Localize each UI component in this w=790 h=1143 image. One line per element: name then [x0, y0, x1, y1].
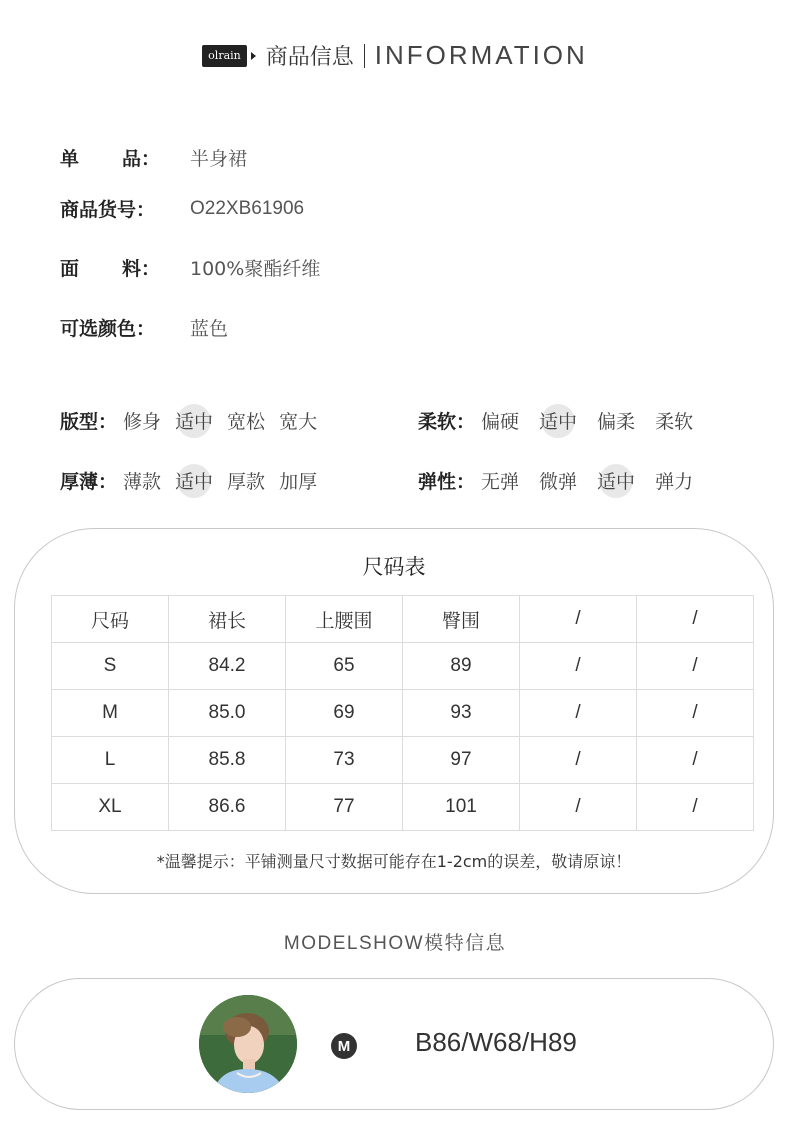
table-cell: /: [637, 643, 754, 690]
table-row: [52, 643, 754, 690]
table-cell: M: [52, 690, 169, 737]
model-photo-icon: [199, 995, 297, 1093]
info-label-char: 单: [60, 148, 80, 170]
table-header-cell: 裙长: [169, 596, 286, 643]
info-label-char: 料：: [121, 258, 160, 280]
scale-option: 厚款: [227, 471, 266, 493]
scale-option: 偏硬: [481, 411, 520, 433]
table-header-cell: /: [637, 596, 754, 643]
info-row-color: [60, 314, 228, 341]
scale-label-elasticity: 弹性：: [418, 471, 476, 493]
table-header-row: [52, 596, 754, 643]
scale-option: 柔软: [655, 411, 694, 433]
logo-arrow-icon: [251, 52, 256, 60]
scale-option: 加厚: [279, 471, 318, 493]
table-cell: 97: [403, 737, 520, 784]
info-row-sku: [60, 195, 304, 222]
table-header-cell: 臀围: [403, 596, 520, 643]
model-avatar: [199, 995, 297, 1093]
scale-option-selected: 适中: [175, 467, 213, 494]
table-cell: 84.2: [169, 643, 286, 690]
info-label-sku: 商品货号：: [60, 199, 156, 221]
table-cell: 77: [286, 784, 403, 831]
table-cell: /: [520, 784, 637, 831]
info-value-sku: O22XB61906: [190, 197, 305, 219]
table-cell: 69: [286, 690, 403, 737]
table-header-cell: 尺码: [52, 596, 169, 643]
size-chart-card: [14, 528, 774, 894]
scale-label-thickness: 厚薄：: [60, 471, 118, 493]
scale-option: 薄款: [123, 471, 162, 493]
scale-label-fit: 版型：: [60, 411, 118, 433]
scale-option: 宽松: [227, 411, 266, 433]
scale-fit: [60, 407, 331, 434]
table-cell: 89: [403, 643, 520, 690]
scale-option: 宽大: [279, 411, 318, 433]
scale-option: 无弹: [481, 471, 520, 493]
table-cell: L: [52, 737, 169, 784]
table-cell: /: [520, 643, 637, 690]
size-chart-title: 尺码表: [362, 555, 426, 579]
scale-softness: [418, 407, 707, 434]
table-header-cell: 上腰围: [286, 596, 403, 643]
table-header-cell: /: [520, 596, 637, 643]
info-label-color: 可选颜色：: [60, 318, 156, 340]
table-cell: 73: [286, 737, 403, 784]
size-table: [51, 595, 754, 831]
scale-option: 微弹: [539, 471, 578, 493]
table-cell: 101: [403, 784, 520, 831]
scale-option: 偏柔: [597, 411, 636, 433]
info-value-item: 半身裙: [190, 148, 248, 170]
info-label-fabric: [60, 254, 160, 281]
size-chart-note: *温馨提示：平铺测量尺寸数据可能存在1-2cm的误差，敬请原谅！: [156, 852, 632, 871]
scale-option: 弹力: [655, 471, 694, 493]
info-value-color: 蓝色: [190, 318, 229, 340]
table-row: [52, 690, 754, 737]
brand-logo: olrain: [202, 45, 247, 67]
scale-option-selected: 适中: [597, 467, 635, 494]
info-label-char: 面: [60, 258, 80, 280]
scale-label-softness: 柔软：: [418, 411, 476, 433]
scale-option-selected: 适中: [539, 407, 577, 434]
scale-elasticity: [418, 467, 707, 494]
table-row: [52, 737, 754, 784]
header-title-en: INFORMATION: [374, 40, 588, 70]
page-header: [0, 40, 790, 71]
table-cell: /: [637, 690, 754, 737]
header-divider: [364, 44, 365, 68]
table-cell: 85.0: [169, 690, 286, 737]
model-card: [14, 978, 774, 1110]
model-size-badge: M: [331, 1033, 357, 1059]
scale-option-selected: 适中: [175, 407, 213, 434]
table-cell: /: [637, 784, 754, 831]
scale-option: 修身: [123, 411, 162, 433]
table-cell: /: [520, 690, 637, 737]
header-title-cn: 商品信息: [265, 45, 354, 70]
table-cell: 85.8: [169, 737, 286, 784]
info-row-item: [60, 144, 247, 171]
info-label-char: 品：: [121, 148, 160, 170]
table-cell: /: [520, 737, 637, 784]
info-value-fabric: 100%聚酯纤维: [190, 258, 321, 280]
table-cell: 93: [403, 690, 520, 737]
table-cell: 86.6: [169, 784, 286, 831]
table-cell: 65: [286, 643, 403, 690]
table-cell: S: [52, 643, 169, 690]
table-cell: /: [637, 737, 754, 784]
model-section-title: MODELSHOW模特信息: [283, 933, 507, 954]
info-label-item: [60, 144, 160, 171]
info-row-fabric: [60, 254, 320, 281]
scale-thickness: [60, 467, 331, 494]
table-cell: XL: [52, 784, 169, 831]
table-row: [52, 784, 754, 831]
model-measurements: B86/W68/H89: [415, 1027, 577, 1057]
